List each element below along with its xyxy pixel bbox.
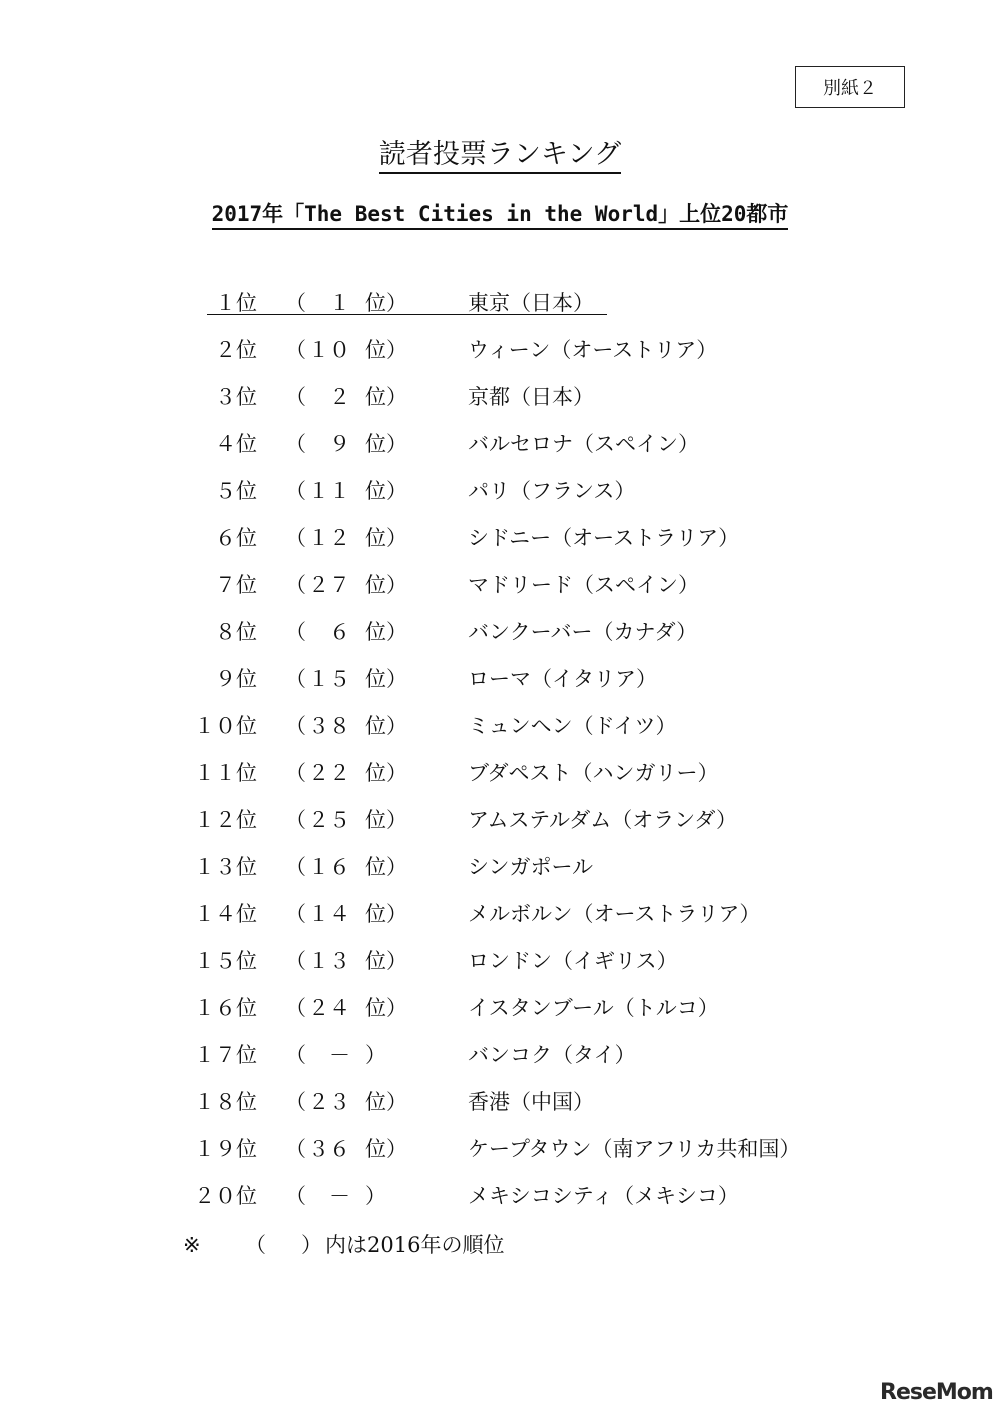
watermark-logo: ReseMom: [880, 1380, 993, 1405]
previous-rank-open-paren: （: [285, 855, 306, 879]
city-name: ケープタウン（南アフリカ共和国）: [468, 1137, 801, 1161]
previous-rank-open-paren: （: [285, 761, 306, 785]
city-name: マドリード（スペイン）: [468, 573, 699, 597]
ranking-row: [0, 1082, 1000, 1122]
previous-rank-open-paren: （: [285, 902, 306, 926]
previous-rank-close-paren: 位）: [365, 385, 407, 409]
ranking-row: [0, 894, 1000, 934]
rank-label: １９位: [194, 1137, 257, 1161]
previous-rank-value: ３６: [308, 1137, 350, 1161]
ranking-row: [0, 1129, 1000, 1169]
previous-rank-open-paren: （: [285, 714, 306, 738]
ranking-row: [0, 565, 1000, 605]
rank-label: ９位: [215, 667, 257, 691]
previous-rank-close-paren: 位）: [365, 996, 407, 1020]
previous-rank-close-paren: 位）: [365, 620, 407, 644]
rank-label: ２位: [215, 338, 257, 362]
previous-rank-value: ２２: [308, 761, 350, 785]
rank-label: ６位: [215, 526, 257, 550]
page-title: [0, 132, 1000, 171]
city-name: アムステルダム（オランダ）: [468, 808, 738, 832]
previous-rank-value: ９: [329, 432, 350, 456]
previous-rank-value: －: [329, 1184, 350, 1208]
previous-rank-close-paren: 位）: [365, 1090, 407, 1114]
city-name: 香港（中国）: [468, 1090, 594, 1114]
previous-rank-close-paren: 位）: [365, 761, 407, 785]
rank-label: １４位: [194, 902, 257, 926]
ranking-row: [0, 706, 1000, 746]
previous-rank-open-paren: （: [285, 338, 306, 362]
previous-rank-open-paren: （: [285, 479, 306, 503]
ranking-row: [0, 1035, 1000, 1075]
previous-rank-close-paren: ）: [365, 1184, 386, 1208]
previous-rank-close-paren: 位）: [365, 667, 407, 691]
city-name: ローマ（イタリア）: [468, 667, 657, 691]
ranking-row: [0, 1176, 1000, 1216]
rank-label: １３位: [194, 855, 257, 879]
previous-rank-open-paren: （: [285, 1043, 306, 1067]
rank-label: ５位: [215, 479, 257, 503]
previous-rank-close-paren: 位）: [365, 338, 407, 362]
rank-label: ２０位: [194, 1184, 257, 1208]
previous-rank-value: １５: [308, 667, 350, 691]
previous-rank-value: ６: [329, 620, 350, 644]
previous-rank-close-paren: 位）: [365, 479, 407, 503]
city-name: シンガポール: [468, 855, 594, 879]
page-subtitle: [0, 198, 1000, 228]
previous-rank-open-paren: （: [285, 667, 306, 691]
rank-label: １２位: [194, 808, 257, 832]
ranking-row: [0, 800, 1000, 840]
ranking-row: [0, 753, 1000, 793]
ranking-row: [0, 471, 1000, 511]
previous-rank-value: １２: [308, 526, 350, 550]
ranking-row: [0, 847, 1000, 887]
city-name: メルボルン（オーストラリア）: [468, 902, 761, 926]
previous-rank-close-paren: 位）: [365, 855, 407, 879]
page-title-text: 読者投票ランキング: [379, 139, 621, 174]
ranking-row: [0, 283, 1000, 323]
city-name: 京都（日本）: [468, 385, 594, 409]
previous-rank-value: １６: [308, 855, 350, 879]
previous-rank-close-paren: 位）: [365, 1137, 407, 1161]
city-name: シドニー（オーストラリア）: [468, 526, 740, 550]
footnote-paren-open: （: [245, 1233, 266, 1257]
ranking-row: [0, 612, 1000, 652]
city-name: メキシコシティ（メキシコ）: [468, 1184, 739, 1208]
previous-rank-value: ２３: [308, 1090, 350, 1114]
ranking-row: [0, 424, 1000, 464]
city-name: パリ（フランス）: [468, 479, 636, 503]
previous-rank-value: １３: [308, 949, 350, 973]
previous-rank-value: １: [329, 291, 350, 315]
previous-rank-open-paren: （: [285, 620, 306, 644]
previous-rank-value: １０: [308, 338, 350, 362]
previous-rank-value: １４: [308, 902, 350, 926]
previous-rank-value: ２４: [308, 996, 350, 1020]
previous-rank-open-paren: （: [285, 291, 306, 315]
rank-label: １８位: [194, 1090, 257, 1114]
page-subtitle-text: 2017年「The Best Cities in the World」上位20都市: [212, 202, 789, 230]
rank-label: ７位: [215, 573, 257, 597]
previous-rank-open-paren: （: [285, 1184, 306, 1208]
previous-rank-value: ２５: [308, 808, 350, 832]
rank-label: １０位: [194, 714, 257, 738]
rank-label: １位: [215, 291, 257, 315]
previous-rank-open-paren: （: [285, 949, 306, 973]
ranking-row: [0, 988, 1000, 1028]
previous-rank-open-paren: （: [285, 808, 306, 832]
previous-rank-close-paren: 位）: [365, 291, 407, 315]
previous-rank-close-paren: 位）: [365, 902, 407, 926]
city-name: 東京（日本）: [468, 291, 594, 315]
ranking-row: [0, 518, 1000, 558]
previous-rank-open-paren: （: [285, 385, 306, 409]
previous-rank-close-paren: 位）: [365, 432, 407, 456]
rank-label: ８位: [215, 620, 257, 644]
previous-rank-close-paren: 位）: [365, 714, 407, 738]
previous-rank-open-paren: （: [285, 526, 306, 550]
city-name: ブダペスト（ハンガリー）: [468, 761, 719, 785]
footnote-mark: ※: [183, 1233, 201, 1257]
attachment-label: 別紙２: [795, 66, 905, 108]
previous-rank-value: ２７: [308, 573, 350, 597]
rank-label: ３位: [215, 385, 257, 409]
city-name: バンクーバー（カナダ）: [468, 620, 698, 644]
ranking-row: [0, 941, 1000, 981]
previous-rank-value: －: [329, 1043, 350, 1067]
previous-rank-open-paren: （: [285, 1090, 306, 1114]
previous-rank-close-paren: 位）: [365, 526, 407, 550]
previous-rank-open-paren: （: [285, 432, 306, 456]
previous-rank-value: １１: [308, 479, 350, 503]
previous-rank-value: ３８: [308, 714, 350, 738]
rank-label: １１位: [194, 761, 257, 785]
rank-label: ４位: [215, 432, 257, 456]
previous-rank-value: ２: [329, 385, 350, 409]
previous-rank-close-paren: 位）: [365, 949, 407, 973]
footnote-paren-close: ）: [301, 1233, 322, 1257]
ranking-row: [0, 330, 1000, 370]
previous-rank-close-paren: ）: [365, 1043, 386, 1067]
city-name: バンコク（タイ）: [468, 1043, 636, 1067]
city-name: ロンドン（イギリス）: [468, 949, 678, 973]
rank-label: １５位: [194, 949, 257, 973]
city-name: バルセロナ（スペイン）: [468, 432, 699, 456]
previous-rank-open-paren: （: [285, 996, 306, 1020]
rank-label: １６位: [194, 996, 257, 1020]
ranking-row: [0, 377, 1000, 417]
city-name: ウィーン（オーストリア）: [468, 338, 718, 362]
footnote-text: 内は2016年の順位: [325, 1233, 505, 1257]
city-name: イスタンブール（トルコ）: [468, 996, 719, 1020]
previous-rank-open-paren: （: [285, 573, 306, 597]
rank-label: １７位: [194, 1043, 257, 1067]
previous-rank-open-paren: （: [285, 1137, 306, 1161]
previous-rank-close-paren: 位）: [365, 808, 407, 832]
previous-rank-close-paren: 位）: [365, 573, 407, 597]
city-name: ミュンヘン（ドイツ）: [468, 714, 677, 738]
ranking-row: [0, 659, 1000, 699]
